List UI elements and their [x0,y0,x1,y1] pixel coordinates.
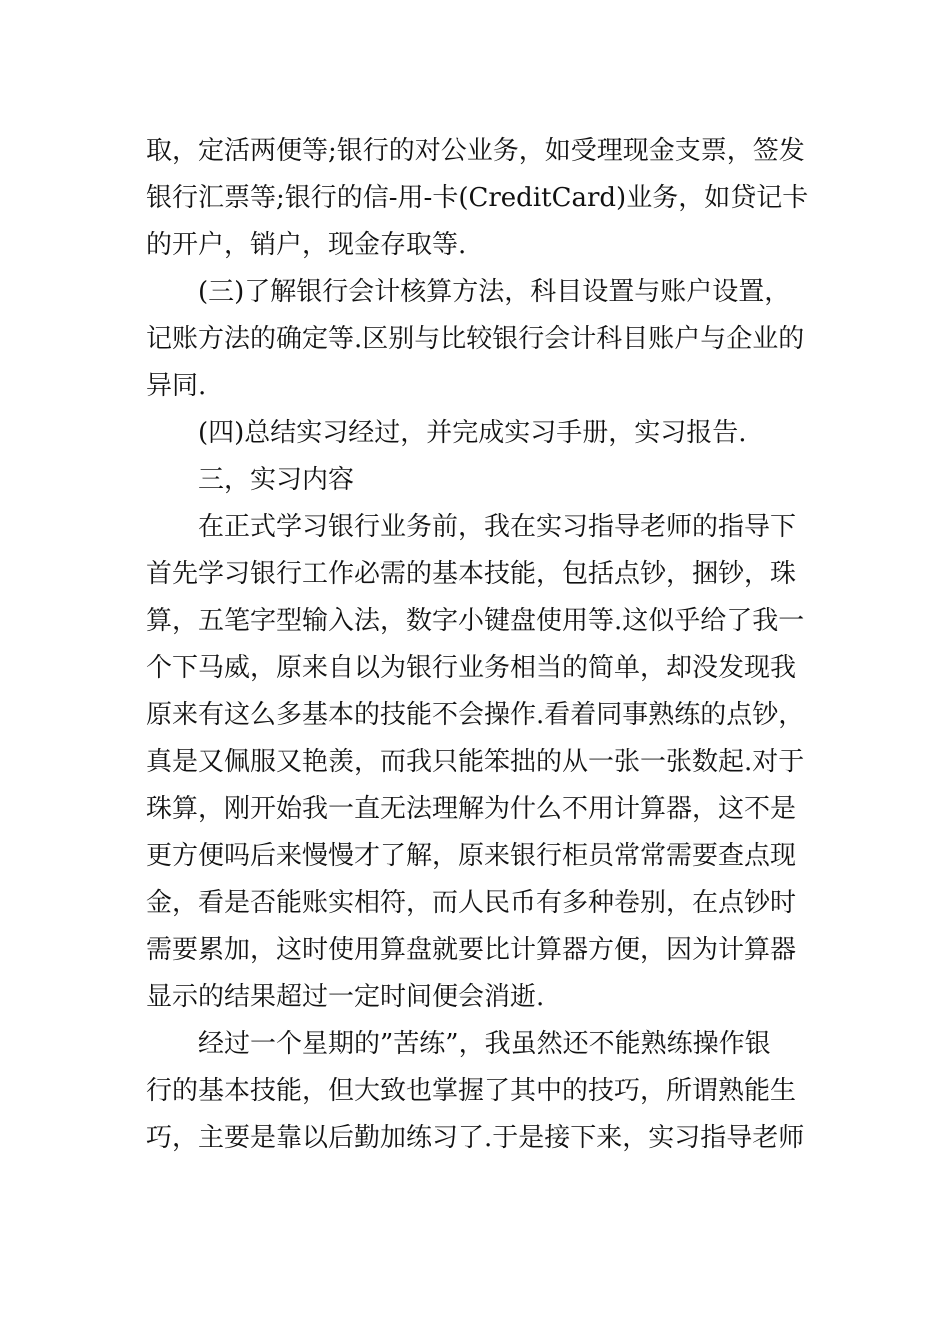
text-line: 算，五笔字型输入法，数字小键盘使用等.这似乎给了我一 [146,606,805,636]
text-line: 巧，主要是靠以后勤加练习了.于是接下来，实习指导老师 [146,1123,805,1153]
paragraph-start-line: (四)总结实习经过，并完成实习手册，实习报告. [198,418,747,448]
text-line: 行的基本技能，但大致也掌握了其中的技巧，所谓熟能生 [146,1076,797,1106]
text-line: 记账方法的确定等.区别与比较银行会计科目账户与企业的 [146,324,805,354]
text-line: 异同. [146,371,207,401]
paragraph-start-line: (三)了解银行会计核算方法，科目设置与账户设置， [198,277,791,307]
text-line: 珠算，刚开始我一直无法理解为什么不用计算器，这不是 [146,794,797,824]
text-line: 金，看是否能账实相符，而人民币有多种卷别，在点钞时 [146,888,797,918]
text-line: 真是又佩服又艳羡，而我只能笨拙的从一张一张数起.对于 [146,747,805,777]
text-line: 个下马威，原来自以为银行业务相当的简单，却没发现我 [146,653,797,683]
text-line: 取，定活两便等;银行的对公业务，如受理现金支票，签发 [146,136,805,166]
paragraph-start-line: 经过一个星期的”苦练”，我虽然还不能熟练操作银 [198,1029,771,1059]
paragraph-start-line: 在正式学习银行业务前，我在实习指导老师的指导下 [198,512,797,542]
section-heading: 三，实习内容 [198,465,355,495]
text-line: 更方便吗后来慢慢才了解，原来银行柜员常常需要查点现 [146,841,797,871]
text-line: 需要累加，这时使用算盘就要比计算器方便，因为计算器 [146,935,797,965]
text-line: 首先学习银行工作必需的基本技能，包括点钞，捆钞，珠 [146,559,797,589]
text-line: 原来有这么多基本的技能不会操作.看着同事熟练的点钞， [146,700,805,730]
body-text [146,128,810,1162]
text-line: 银行汇票等;银行的信-用-卡(CreditCard)业务，如贷记卡 [146,183,809,213]
text-line: 的开户，销户，现金存取等. [146,230,467,260]
text-line: 显示的结果超过一定时间便会消逝. [146,982,545,1012]
